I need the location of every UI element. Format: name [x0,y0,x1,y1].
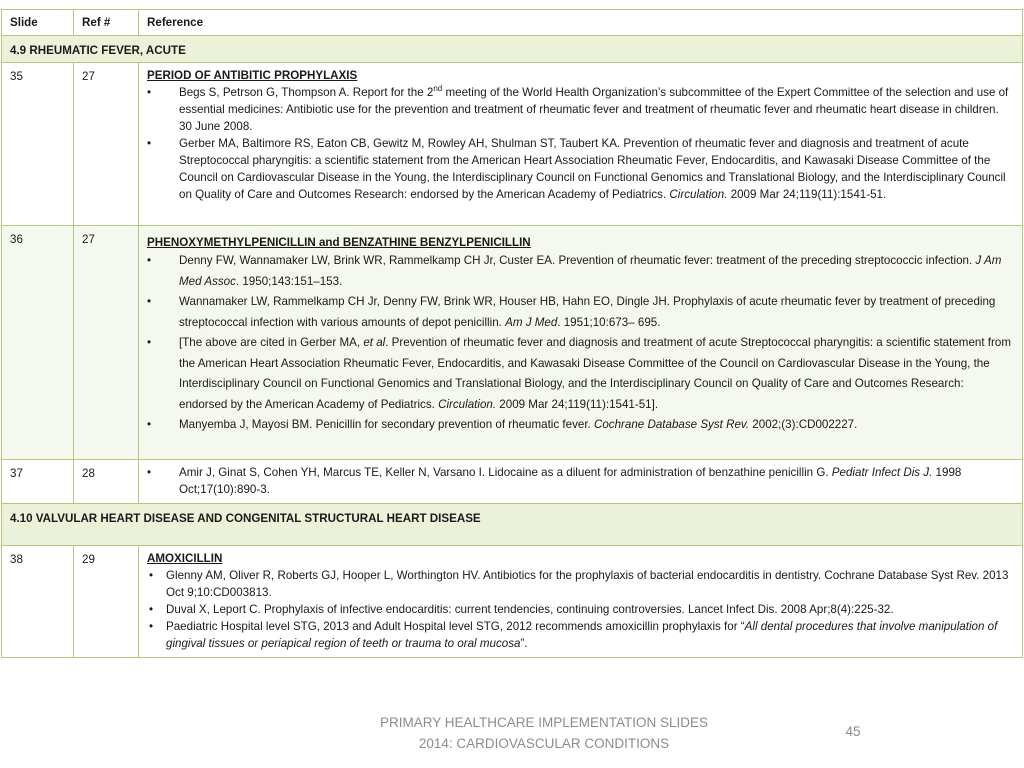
reference-item: • Wannamaker LW, Rammelkamp CH Jr, Denny FW, Brink WR, Houser HB, Hahn EO, Dingle JH. Prophylaxis of acute rheumatic fever by treatment of preceding streptococcal infection with various amounts of depot penicillin. Am J Med. 1951;10:673– 695. [147,292,1014,333]
slide-number: 36 [2,226,74,460]
reference-cell [139,460,1023,504]
reference-item: • Duval X, Leport C. Prophylaxis of infective endocarditis: current tendencies, continuing controversies. Lancet Infect Dis. 2008 Apr;8(4):225-32. [147,601,1014,618]
ref-number: 29 [74,546,139,658]
table-row [2,63,1023,226]
footer-title-line2: 2014: CARDIOVASCULAR CONDITIONS [418,736,670,751]
slide-number: 38 [2,546,74,658]
reference-item: • [The above are cited in Gerber MA, et al. Prevention of rheumatic fever and diagnosis and treatment of acute Streptococcal pharyngitis: a scientific statement from the American Heart Association Rheumatic Fever, Endocarditis, and Kawasaki Disease Committee of the Council on Cardiovascular Disease in the Young, the Interdisciplinary Council on Functional Genomics and Translational Biology, and the Interdisciplinary Council on Quality of Care and Outcomes Research: endorsed by the American Academy of Pediatrics. Circulation. 2009 Mar 24;119(11):1541-51]. [147,333,1014,415]
reference-heading: PERIOD OF ANTIBITIC PROPHYLAXIS [147,69,358,82]
col-header-reference: Reference [139,10,1023,36]
reference-item: • Manyemba J, Mayosi BM. Penicillin for secondary prevention of rheumatic fever. Cochrane Database Syst Rev. 2002;(3):CD002227. [147,415,1014,436]
ref-number: 28 [74,460,139,504]
reference-item: • Denny FW, Wannamaker LW, Brink WR, Rammelkamp CH Jr, Custer EA. Prevention of rheumatic fever: treatment of the preceding streptococcic infection. J Am Med Assoc. 1950;143:151–153. [147,251,1014,292]
slide-footer [344,712,744,754]
section-title: 4.9 RHEUMATIC FEVER, ACUTE [2,36,1023,63]
reference-item: • Glenny AM, Oliver R, Roberts GJ, Hooper L, Worthington HV. Antibiotics for the prophylaxis of bacterial endocarditis in dentistry. Cochrane Database Syst Rev. 2013 Oct 9;10:CD003813. [147,567,1014,601]
references-table [1,9,1023,658]
slide-number: 35 [2,63,74,226]
table-row [2,226,1023,460]
col-header-slide: Slide [2,10,74,36]
section-row [2,36,1023,63]
reference-cell [139,226,1023,460]
table-row [2,546,1023,658]
reference-item: • Amir J, Ginat S, Cohen YH, Marcus TE, Keller N, Varsano I. Lidocaine as a diluent for administration of benzathine penicillin G. Pediatr Infect Dis J. 1998 Oct;17(10):890-3. [147,464,1014,498]
section-row [2,504,1023,546]
reference-cell [139,546,1023,658]
reference-item: • Begs S, Petrson G, Thompson A. Report for the 2nd meeting of the World Health Organization’s subcommittee of the Expert Committee of the selection and use of essential medicines: Antibiotic use for the prevention and treatment of rheumatic fever and treatment of rheumatic fever and rheumatic heart disease in children. 30 June 2008. [147,84,1014,135]
table-row [2,460,1023,504]
section-title: 4.10 VALVULAR HEART DISEASE AND CONGENITAL STRUCTURAL HEART DISEASE [2,504,1023,546]
reference-heading: AMOXICILLIN [147,552,223,565]
footer-title-line1: PRIMARY HEALTHCARE IMPLEMENTATION SLIDES [379,715,709,730]
reference-item: • Paediatric Hospital level STG, 2013 and Adult Hospital level STG, 2012 recommends amoxicillin prophylaxis for “All dental procedures that involve manipulation of gingival tissues or periapical region of teeth or trauma to oral mucosa”. [147,618,1014,652]
slide-number: 37 [2,460,74,504]
ref-number: 27 [74,63,139,226]
reference-cell [139,63,1023,226]
page-number: 45 [845,724,861,739]
col-header-ref: Ref # [74,10,139,36]
ref-number: 27 [74,226,139,460]
reference-heading: PHENOXYMETHYLPENICILLIN and BENZATHINE BENZYLPENICILLIN [147,236,531,249]
reference-item: • Gerber MA, Baltimore RS, Eaton CB, Gewitz M, Rowley AH, Shulman ST, Taubert KA. Prevention of rheumatic fever and diagnosis and treatment of acute Streptococcal pharyngitis: a scientific statement from the American Heart Association Rheumatic Fever, Endocarditis, and Kawasaki Disease Committee of the Council on Cardiovascular Disease in the Young, the Interdisciplinary Council on Functional Genomics and Translational Biology, and the Interdisciplinary Council on Quality of Care and Outcomes Research: endorsed by the American Academy of Pediatrics. Circulation. 2009 Mar 24;119(11):1541-51. [147,135,1014,203]
table-header-row [2,10,1023,36]
